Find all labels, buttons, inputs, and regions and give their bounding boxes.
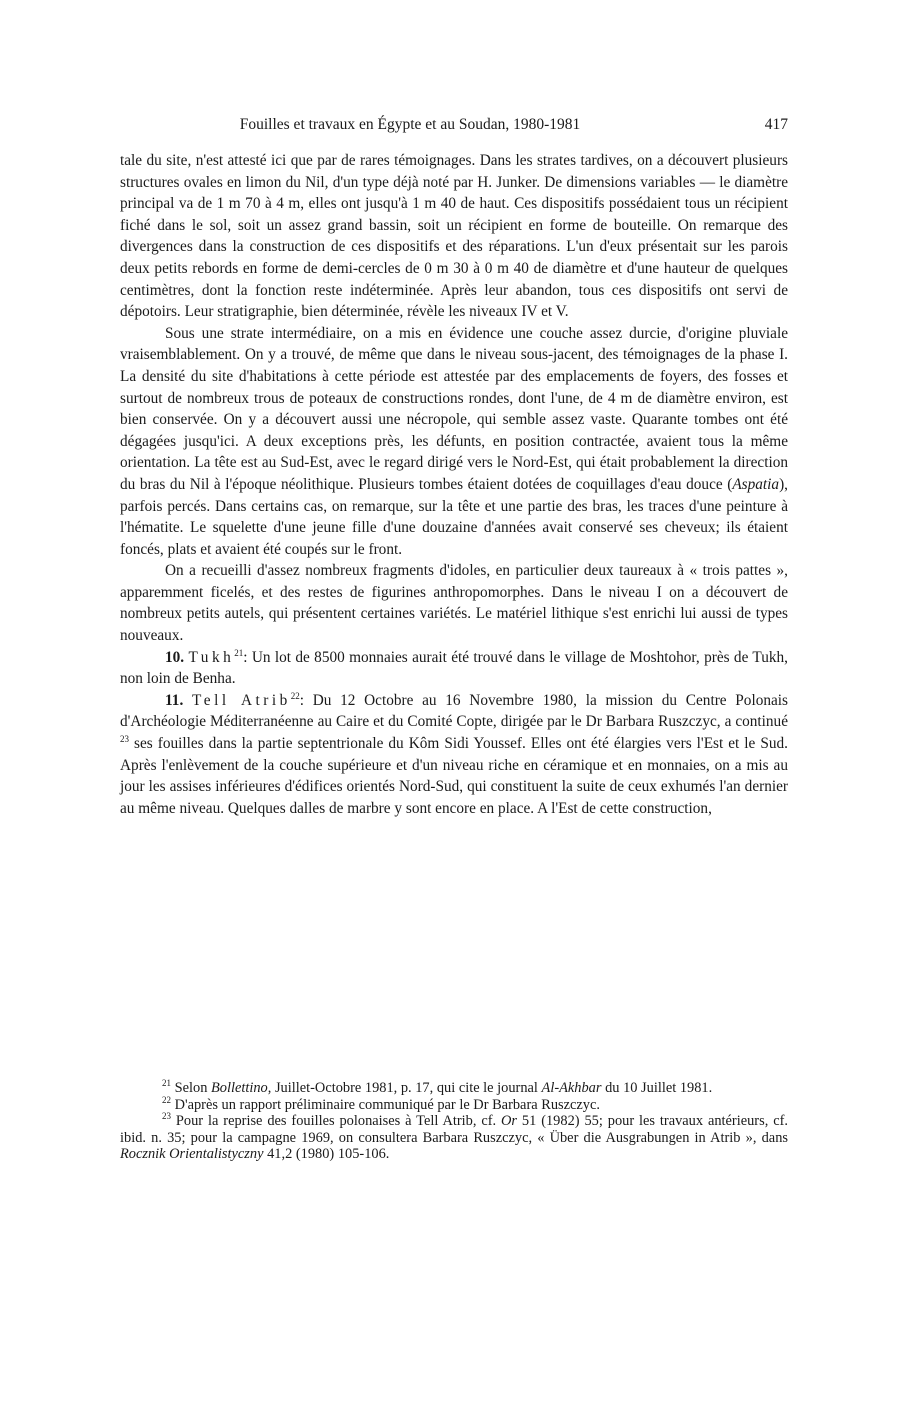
running-title: Fouilles et travaux en Égypte et au Soudan, 1980-1981	[239, 116, 581, 133]
section-tell-atrib: 11. Tell Atrib$^{22}$: Du 12 Octobre au 16 Novembre 1980, la mission du Centre Polonais d'Archéologie Méditerranéenne au Caire et du Comité Copte, dirigée par le Dr Barbara Ruszczyc, a continué $^{23}$ ses fouilles dans la partie septentrionale du Kôm Sidi Youssef. Elles ont été élargies vers l'Est et le Sud. Après l'enlèvement de la couche supérieure et d'un niveau riche en céramique et en monnaies, on a mis au jour les assises inférieures d'édifices orientés Nord-Sud, qui constituent la suite de ceux exhumés l'an dernier au même niveau. Quelques dalles de marbre y sont encore en place. A l'Est de cette construction,	[120, 690, 788, 817]
site-name: Tell Atrib	[192, 691, 291, 709]
section-tukh: 10. Tukh$^{21}$: Un lot de 8500 monnaies aurait été trouvé dans le village de Moshtohor, près de Tukh, non loin de Benha.	[120, 647, 789, 688]
main-text	[120, 150, 788, 819]
footnotes	[120, 1080, 788, 1163]
paragraph: tale du site, n'est attesté ici que par de rares témoignages. Dans les strates tardives, on a découvert plusieurs structures ovales en limon du Nil, d'un type déjà noté par H. Junker. De dimensions variables — le diamètre principal va de 1 m 70 à 4 m, elles ont jusqu'à 1 m 40 de haut. Ces dispositifs possédaient tous un récipient fiché dans le sol, soit un assez grand bassin, soit un récipient en forme de bouteille. On remarque des divergences dans la construction de ces dispositifs et des réparations. L'un d'eux présentait sur les parois deux petits rebords en forme de demi-cercles de 0 m 30 à 0 m 40 de diamètre et d'une hauteur de quelques centimètres, dont la fonction reste indéterminée. Après leur abandon, tous ces dispositifs ont servi de dépotoirs. Leur stratigraphie, bien déterminée, révèle les niveaux IV et V.	[120, 152, 788, 321]
footnote-ref: 22	[290, 690, 300, 701]
footnote-number: 23	[162, 1111, 171, 1122]
footnote: $^{21}$ Selon Bollettino, Juillet-Octobre 1981, p. 17, qui cite le journal Al-Akhbar du 10 Juillet 1981.	[162, 1078, 713, 1096]
footnote: $^{22}$ D'après un rapport préliminaire communiqué par le Dr Barbara Ruszczyc.	[162, 1094, 600, 1113]
section-number: 10.	[165, 648, 185, 666]
section-number: 11.	[165, 691, 184, 709]
footnote-number: 21	[162, 1078, 171, 1089]
site-name: Tukh	[188, 648, 235, 666]
species-name: Aspatia	[732, 475, 780, 493]
footnote-ref: 23	[120, 733, 129, 744]
footnote-ref: 21	[234, 647, 244, 658]
footnote: $^{23}$ Pour la reprise des fouilles polonaises à Tell Atrib, cf. Or 51 (1982) 55; pour les travaux antérieurs, cf. ibid. n. 35; pour la campagne 1969, on consultera Barbara Ruszczyc, « Über die Ausgrabungen in Atrib », dans Rocznik Orientalistyczny 41,2 (1980) 105-106.	[120, 1111, 788, 1163]
paragraph: On a recueilli d'assez nombreux fragments d'idoles, en particulier deux taureaux à « trois pattes », apparemment ficelés, et des restes de figurines anthropomorphes. Dans le niveau I on a découvert de nombreux petits autels, qui présentent certaines variétés. Le matériel lithique s'est enrichi lui aussi de types nouveaux.	[120, 562, 788, 645]
paragraph: Sous une strate intermédiaire, on a mis en évidence une couche assez durcie, d'origine pluviale vraisemblablement. On y a trouvé, de même que dans le niveau sous-jacent, des témoignages de la phase I. La densité du site d'habitations à cette période est attestée par des emplacements de foyers, des fosses et surtout de nombreux trous de poteaux de constructions rondes, dont l'une, de 4 m de diamètre environ, est bien conservée. On y a découvert aussi une nécropole, qui semble assez vaste. Quarante tombes ont été dégagées jusqu'ici. A deux exceptions près, les défunts, en position contractée, avaient tous la même orientation. La tête est au Sud-Est, avec le regard dirigé vers le Nord-Est, qui était probablement la direction du bras du Nil à l'époque néolithique. Plusieurs tombes étaient dotées de coquillages d'eau douce (Aspatia), parfois percés. Dans certains cas, on remarque, sur la tête et une partie des bras, les traces d'une peinture à l'hématite. Le squelette d'une jeune fille d'une douzaine d'années avait conservé ses cheveux; ils étaient foncés, plats et avaient été coupés sur le front.	[120, 324, 788, 558]
page-number: 417	[764, 116, 788, 133]
page-header	[120, 116, 788, 138]
footnote-number: 22	[162, 1094, 171, 1105]
